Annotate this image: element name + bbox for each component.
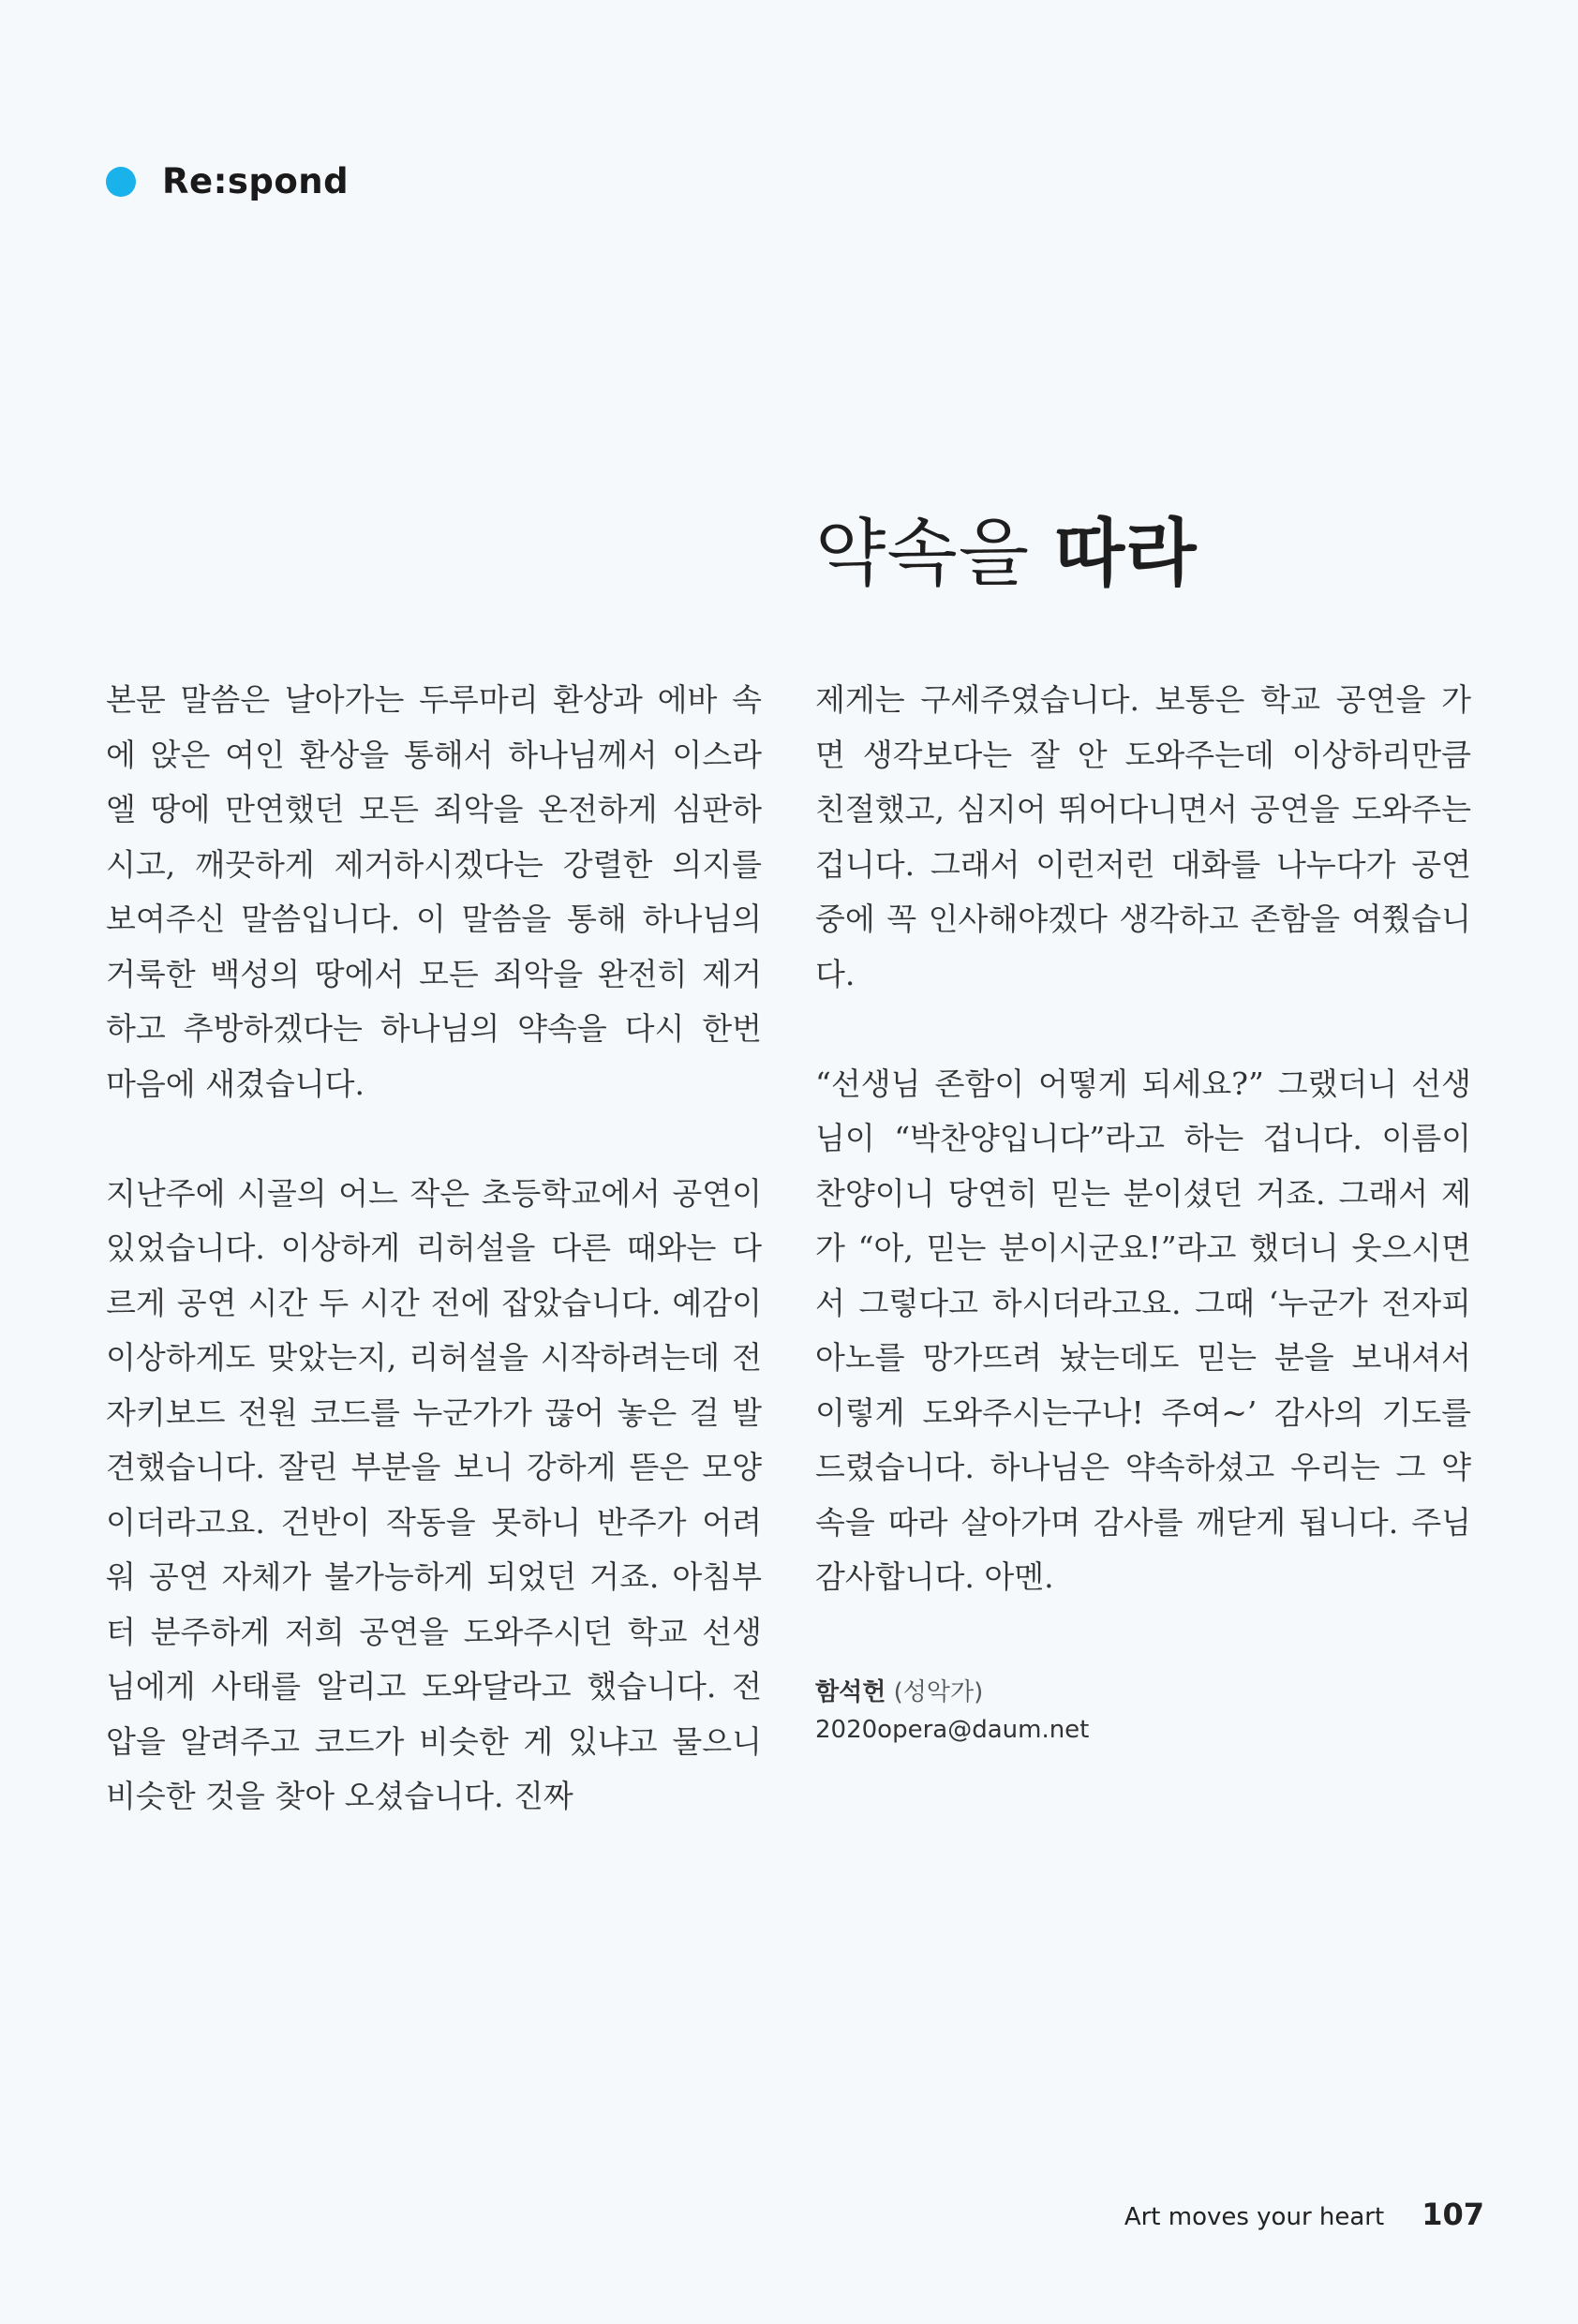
page-footer [1124, 2197, 1484, 2232]
article-paragraph: 제게는 구세주였습니다. 보통은 학교 공연을 가면 생각보다는 잘 안 도와주는데 이상하리만큼 친절했고, 심지어 뛰어다니면서 공연을 도와주는 겁니다. 그래서 이런저런 대화를 나누다가 공연 중에 꼭 인사해야겠다 생각하고 존함을 여쭸습니다. [815, 681, 1471, 992]
article-column-right [815, 673, 1471, 1660]
article-title-bold: 따라 [1053, 511, 1198, 596]
section-tag [106, 161, 349, 201]
author-email: 2020opera@daum.net [815, 1716, 1090, 1744]
author-name: 함석헌 [815, 1678, 886, 1706]
article-paragraph: 지난주에 시골의 어느 작은 초등학교에서 공연이 있었습니다. 이상하게 리허설을 다른 때와는 다르게 공연 시간 두 시간 전에 잡았습니다. 예감이 이상하게도 맞았는지, 리허설을 시작하려는데 전자키보드 전원 코드를 누군가가 끊어 놓은 걸 발견했습니다. 잘린 부분을 보니 강하게 뜯은 모양이더라고요. 건반이 작동을 못하니 반주가 어려워 공연 자체가 불가능하게 되었던 거죠. 아침부터 분주하게 저희 공연을 도와주시던 학교 선생님에게 사태를 알리고 도와달라고 했습니다. 전압을 알려주고 코드가 비슷한 게 있냐고 물으니 비슷한 것을 찾아 오셨습니다. 진짜 [106, 1174, 762, 1814]
footer-tagline: Art moves your heart [1124, 2203, 1385, 2231]
author-byline [815, 1674, 1089, 1749]
article-paragraph: 본문 말씀은 날아가는 두루마리 환상과 에바 속에 앉은 여인 환상을 통해서 하나님께서 이스라엘 땅에 만연했던 모든 죄악을 온전하게 심판하시고, 깨끗하게 제거하시겠다는 강렬한 의지를 보여주신 말씀입니다. 이 말씀을 통해 하나님의 거룩한 백성의 땅에서 모든 죄악을 완전히 제거하고 추방하겠다는 하나님의 약속을 다시 한번 마음에 새겼습니다. [106, 681, 762, 1102]
author-role: (성악가) [893, 1678, 984, 1706]
article-paragraph: “선생님 존함이 어떻게 되세요?” 그랬더니 선생님이 “박찬양입니다”라고 하는 겁니다. 이름이 찬양이니 당연히 믿는 분이셨던 거죠. 그래서 제가 “아, 믿는 분이시군요!”라고 했더니 웃으시면서 그렇다고 하시더라고요. 그때 ‘누군가 전자피아노를 망가뜨려 놨는데도 믿는 분을 보내셔서 이렇게 도와주시는구나! 주여~’ 감사의 기도를 드렸습니다. 하나님은 약속하셨고 우리는 그 약속을 따라 살아가며 감사를 깨닫게 됩니다. 주님 감사합니다. 아멘. [815, 1065, 1471, 1595]
article-column-left [106, 673, 762, 1879]
article-title-light: 약속을 [815, 512, 1054, 596]
article-title [815, 495, 1198, 600]
section-label: Re:spond [162, 161, 350, 201]
page-number: 107 [1422, 2197, 1484, 2232]
section-dot-icon [106, 167, 136, 197]
author-line [815, 1674, 1089, 1711]
